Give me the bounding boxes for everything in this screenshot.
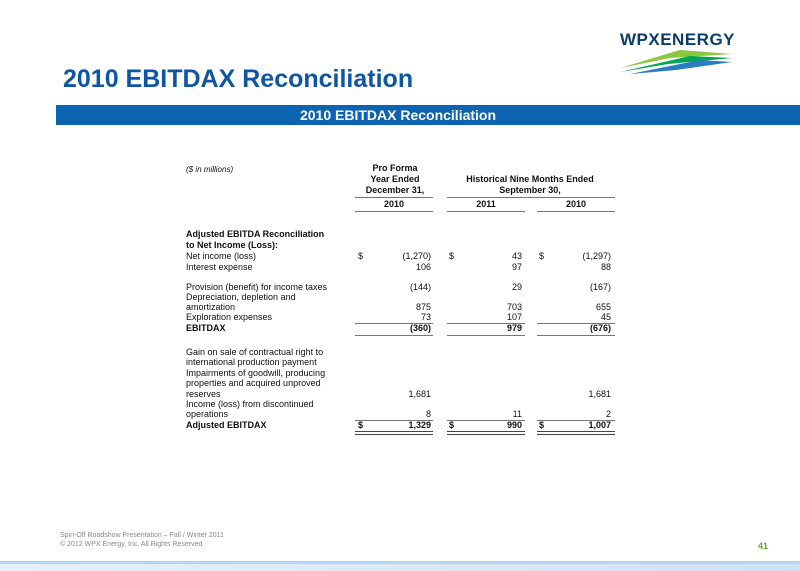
row-label-exploration: Exploration expenses <box>186 312 273 322</box>
cell-value: 1,329 <box>408 420 431 430</box>
page-number: 41 <box>758 541 769 551</box>
slide-title: 2010 EBITDAX Reconciliation <box>63 65 414 93</box>
cell-value: 979 <box>506 323 522 333</box>
cell-value: 655 <box>595 302 611 312</box>
section-heading-2: to Net Income (Loss): <box>186 240 279 250</box>
bottom-bar-gradient <box>0 564 800 571</box>
currency-symbol: $ <box>358 251 364 261</box>
double-underline <box>355 431 433 435</box>
cell-value: (360) <box>409 323 431 333</box>
header-rule <box>355 197 433 198</box>
cell-value: (676) <box>589 323 611 333</box>
header-proforma-3: December 31, <box>365 185 425 195</box>
cell-value: (144) <box>409 282 431 292</box>
currency-symbol: $ <box>449 420 455 430</box>
cell-value: 8 <box>425 409 431 419</box>
currency-symbol: $ <box>358 420 364 430</box>
header-proforma-2: Year Ended <box>370 174 420 184</box>
cell-value: 703 <box>506 302 522 312</box>
year-rule <box>537 211 615 212</box>
cell-value: (167) <box>589 282 611 292</box>
cell-value: 11 <box>512 409 522 419</box>
cell-value: 1,681 <box>588 389 611 399</box>
row-label-dda-1: Depreciation, depletion and <box>186 292 296 302</box>
year-rule <box>447 211 525 212</box>
double-underline <box>537 431 615 435</box>
col-year-3: 2010 <box>565 199 587 209</box>
header-proforma-1: Pro Forma <box>372 163 418 173</box>
header-historical-2: September 30, <box>499 185 561 195</box>
cell-value: 97 <box>511 262 522 272</box>
row-label-impairments-3: reserves <box>186 389 221 399</box>
row-label-net-income: Net income (loss) <box>186 251 257 261</box>
row-label-discontinued-2: operations <box>186 409 229 419</box>
footer <box>60 531 224 549</box>
banner-title: 2010 EBITDAX Reconciliation <box>299 107 497 123</box>
row-label-provision: Provision (benefit) for income taxes <box>186 282 328 292</box>
currency-symbol: $ <box>449 251 455 261</box>
subtotal-rule <box>355 335 433 336</box>
cell-value: 107 <box>506 312 522 322</box>
cell-value: 1,681 <box>408 389 431 399</box>
cell-value: 43 <box>511 251 522 261</box>
logo-text: WPXENERGY <box>620 30 736 49</box>
col-year-1: 2010 <box>383 199 405 209</box>
cell-value: 990 <box>506 420 522 430</box>
cell-value: 875 <box>415 302 431 312</box>
cell-value: 106 <box>415 262 431 272</box>
row-label-impairments-2: properties and acquired unproved <box>186 378 321 388</box>
currency-symbol: $ <box>539 420 545 430</box>
section-heading-1: Adjusted EBITDA Reconciliation <box>186 229 325 239</box>
cell-value: 1,007 <box>588 420 611 430</box>
cell-value: 73 <box>420 312 431 322</box>
row-label-ebitdax: EBITDAX <box>186 323 226 333</box>
cell-value: 88 <box>600 262 611 272</box>
row-label-gain-1: Gain on sale of contractual right to <box>186 347 324 357</box>
row-label-dda-2: amortization <box>186 302 236 312</box>
row-label-gain-2: international production payment <box>186 357 317 367</box>
subtotal-rule <box>447 335 525 336</box>
subtotal-rule <box>537 335 615 336</box>
cell-value: (1,297) <box>582 251 611 261</box>
row-label-impairments-1: Impairments of goodwill, producing <box>186 368 326 378</box>
header-rule <box>447 197 615 198</box>
double-underline <box>447 431 525 435</box>
cell-value: 45 <box>600 312 611 322</box>
currency-symbol: $ <box>539 251 545 261</box>
units-note: ($ in millions) <box>186 165 234 174</box>
footer-line-2: © 2012 WPX Energy, Inc. All Rights Reserved <box>60 541 203 548</box>
year-rule <box>355 211 433 212</box>
cell-value: 29 <box>511 282 522 292</box>
row-label-discontinued-1: Income (loss) from discontinued <box>186 399 314 409</box>
header-historical-1: Historical Nine Months Ended <box>466 174 594 184</box>
row-label-adjusted-ebitdax: Adjusted EBITDAX <box>186 420 267 430</box>
footer-line-1: Spin-Off Roadshow Presentation – Fall / Winter 2011 <box>60 532 224 539</box>
cell-value: (1,270) <box>402 251 431 261</box>
cell-value: 2 <box>605 409 611 419</box>
row-label-interest: Interest expense <box>186 262 253 272</box>
col-year-2: 2011 <box>476 199 496 209</box>
